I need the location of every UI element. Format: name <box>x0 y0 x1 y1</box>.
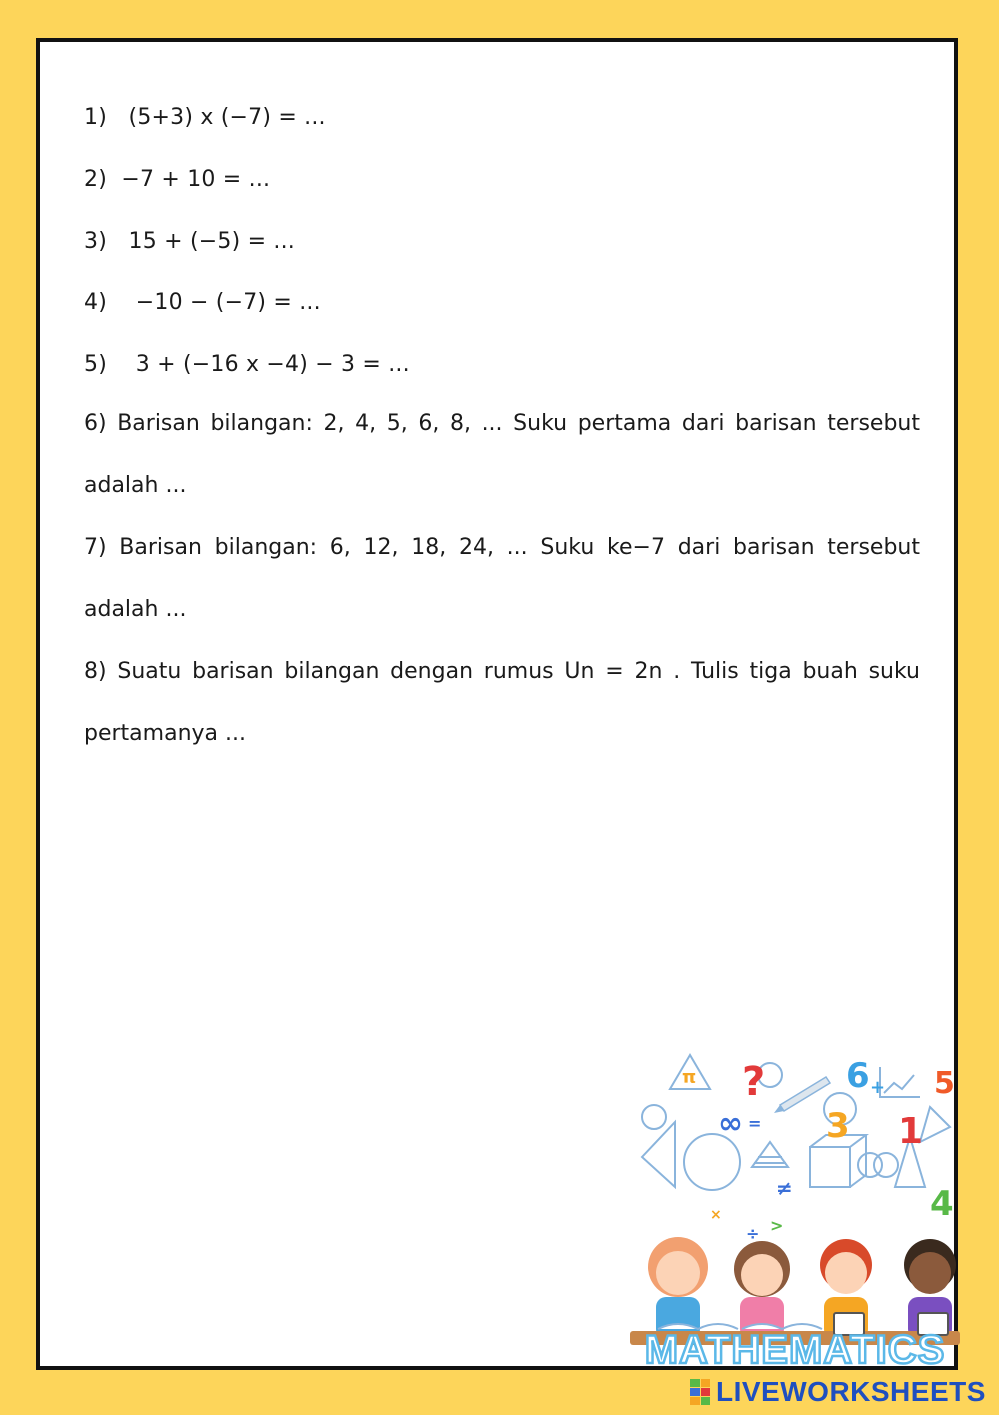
liveworksheets-badge-icon <box>690 1379 710 1405</box>
liveworksheets-logo <box>690 1376 986 1408</box>
math-symbol: ÷ <box>746 1224 760 1243</box>
math-symbol: × <box>710 1207 722 1223</box>
math-symbol: 5 <box>934 1066 955 1101</box>
math-symbol: ? <box>742 1059 766 1105</box>
question-3: 3) 15 + (−5) = ... <box>84 229 295 254</box>
question-2: 2) −7 + 10 = ... <box>84 167 271 192</box>
math-symbol: ∞ <box>718 1106 743 1141</box>
question-7: 7) Barisan bilangan: 6, 12, 18, 24, ... Suku ke−7 dari barisan tersebut adalah ... <box>84 535 920 622</box>
mathematics-illustration <box>630 1047 960 1365</box>
question-1: 1) (5+3) x (−7) = ... <box>84 105 326 130</box>
question-4: 4) −10 − (−7) = ... <box>84 290 321 315</box>
pencil-icon <box>774 1077 830 1113</box>
math-symbol: 3 <box>826 1106 850 1146</box>
question-5: 5) 3 + (−16 x −4) − 3 = ... <box>84 352 410 377</box>
question-6: 6) Barisan bilangan: 2, 4, 5, 6, 8, ... Suku pertama dari barisan tersebut adalah ... <box>84 411 920 498</box>
math-symbol: 6 <box>846 1056 870 1096</box>
math-symbol: 1 <box>898 1111 924 1152</box>
math-symbol: + <box>870 1077 886 1098</box>
worksheet-sheet <box>36 38 958 1370</box>
question-8: 8) Suatu barisan bilangan dengan rumus Un = 2n . Tulis tiga buah suku pertamanya ... <box>84 659 920 746</box>
math-symbol: > <box>770 1216 784 1235</box>
math-symbol: π <box>682 1067 697 1088</box>
math-symbol: = <box>748 1114 762 1133</box>
math-symbol: 4 <box>930 1184 954 1224</box>
liveworksheets-brand: LIVEWORKSHEETS <box>716 1376 986 1407</box>
mathematics-title: MATHEMATICS <box>644 1328 946 1365</box>
math-symbol: ≠ <box>776 1176 793 1200</box>
